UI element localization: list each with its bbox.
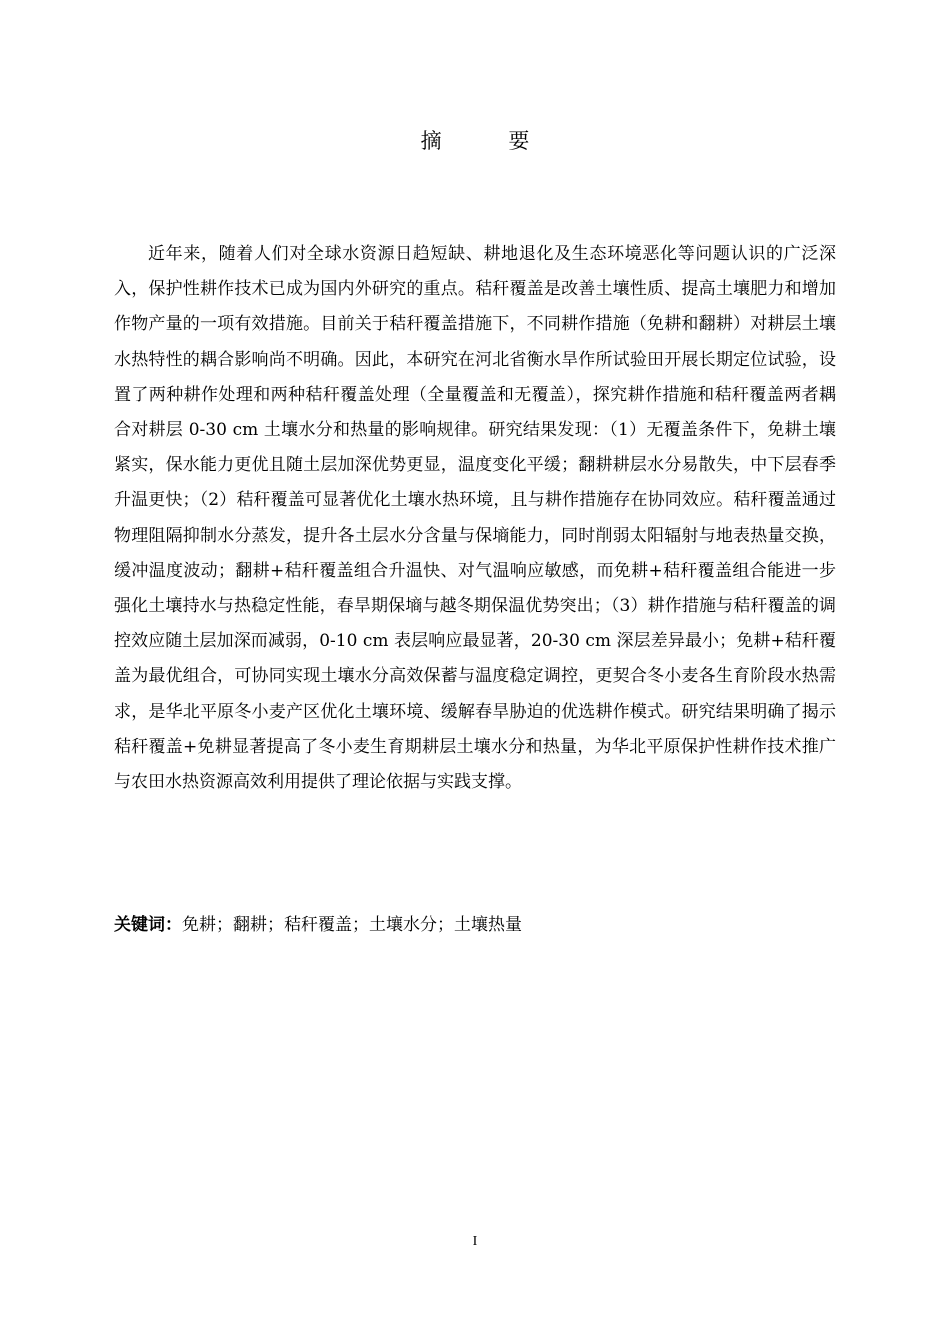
- keywords-text: 免耕；翻耕；秸秆覆盖；土壤水分；土壤热量: [182, 915, 522, 935]
- abstract-title: 摘 要: [420, 129, 560, 153]
- keywords-label: 关键词：: [114, 915, 182, 935]
- page-number: I: [472, 1234, 478, 1249]
- keywords-line: [114, 908, 836, 943]
- abstract-paragraph: 近年来，随着人们对全球水资源日趋短缺、耕地退化及生态环境恶化等问题认识的广泛深入，保护性耕作技术已成为国内外研究的重点。秸秆覆盖是改善土壤性质、提高土壤肥力和增加作物产量的一项有效措施。目前关于秸秆覆盖措施下，不同耕作措施（免耕和翻耕）对耕层土壤水热特性的耦合影响尚不明确。因此，本研究在河北省衡水旱作所试验田开展长期定位试验，设置了两种耕作处理和两种秸秆覆盖处理（全量覆盖和无覆盖），探究耕作措施和秸秆覆盖两者耦合对耕层 0-30 cm 土壤水分和热量的影响规律。研究结果发现：（1）无覆盖条件下，免耕土壤紧实，保水能力更优且随土层加深优势更显，温度变化平缓；翻耕耕层水分易散失，中下层春季升温更快；（2）秸秆覆盖可显著优化土壤水热环境，且与耕作措施存在协同效应。秸秆覆盖通过物理阻隔抑制水分蒸发，提升各土层水分含量与保墒能力，同时削弱太阳辐射与地表热量交换，缓冲温度波动；翻耕+秸秆覆盖组合升温快、对气温响应敏感，而免耕+秸秆覆盖组合能进一步强化土壤持水与热稳定性能，春旱期保墒与越冬期保温优势突出；（3）耕作措施与秸秆覆盖的调控效应随土层加深而减弱，0-10 cm 表层响应最显著，20-30 cm 深层差异最小；免耕+秸秆覆盖为最优组合，可协同实现土壤水分高效保蓄与温度稳定调控，更契合冬小麦各生育阶段水热需求，是华北平原冬小麦产区优化土壤环境、缓解春旱胁迫的优选耕作模式。研究结果明确了揭示秸秆覆盖+免耕显著提高了冬小麦生育期耕层土壤水分和热量，为华北平原保护性耕作技术推广与农田水热资源高效利用提供了理论依据与实践支撑。: [114, 244, 836, 793]
